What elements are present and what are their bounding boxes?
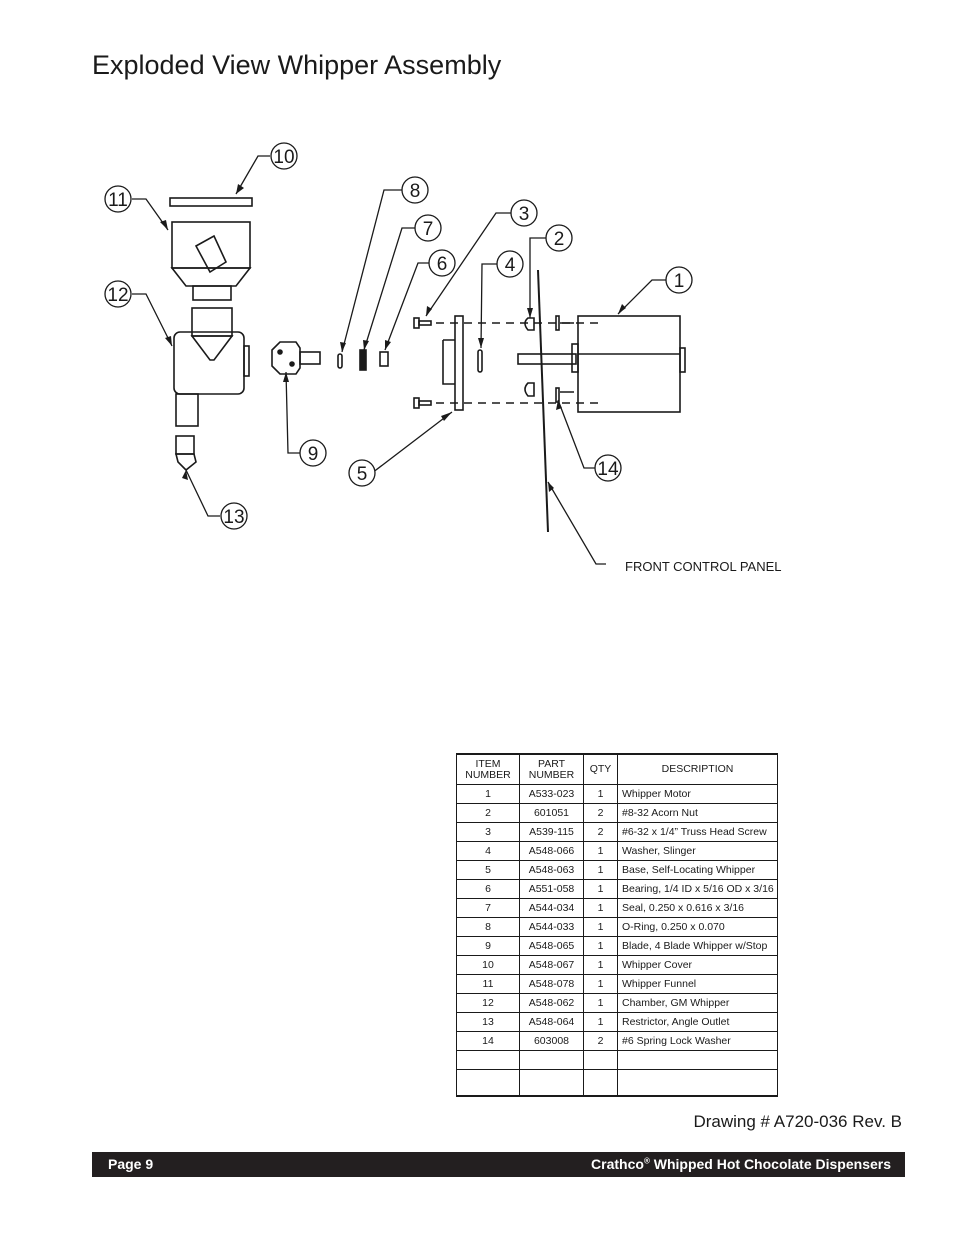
part-restrictor	[176, 436, 196, 470]
cell-part: A548-065	[520, 937, 584, 956]
callout-12: 12	[107, 285, 129, 306]
table-row	[457, 899, 778, 918]
cell-qty: 1	[584, 842, 618, 861]
table-row	[457, 861, 778, 880]
callout-13: 13	[223, 507, 245, 528]
cell-item: 10	[457, 956, 520, 975]
empty-cell	[520, 1070, 584, 1097]
cell-item: 1	[457, 785, 520, 804]
cell-description: Whipper Funnel	[618, 975, 778, 994]
table-row	[457, 975, 778, 994]
callout-4: 4	[504, 255, 516, 276]
empty-cell	[584, 1051, 618, 1070]
callout-10: 10	[273, 147, 295, 168]
table-header-row	[457, 754, 778, 785]
cell-part: A548-067	[520, 956, 584, 975]
cell-item: 3	[457, 823, 520, 842]
cell-item: 4	[457, 842, 520, 861]
cell-part: A551-058	[520, 880, 584, 899]
part-o-ring	[338, 354, 342, 368]
cell-description: Whipper Motor	[618, 785, 778, 804]
empty-cell	[520, 1051, 584, 1070]
cell-qty: 1	[584, 899, 618, 918]
callout-11: 11	[108, 190, 128, 211]
cell-description: Restrictor, Angle Outlet	[618, 1013, 778, 1032]
col-qty-header: QTY	[584, 754, 618, 785]
callout-6: 6	[436, 254, 448, 275]
footer-bar	[92, 1152, 905, 1177]
cell-item: 8	[457, 918, 520, 937]
cell-part: A548-066	[520, 842, 584, 861]
cell-part: A548-064	[520, 1013, 584, 1032]
callout-7: 7	[422, 219, 434, 240]
empty-cell	[584, 1070, 618, 1097]
cell-item: 2	[457, 804, 520, 823]
publication-title	[591, 1156, 891, 1172]
empty-cell	[618, 1051, 778, 1070]
cell-item: 14	[457, 1032, 520, 1051]
product-name: Whipped Hot Chocolate Dispensers	[649, 1156, 891, 1172]
callout-14: 14	[597, 459, 619, 480]
part-truss-screw-bottom	[414, 398, 431, 408]
col-description-header: DESCRIPTION	[618, 754, 778, 785]
table-row-empty	[457, 1070, 778, 1097]
registered-mark: ®	[643, 1156, 650, 1166]
callout-8: 8	[409, 181, 421, 202]
table-row	[457, 1013, 778, 1032]
table-row	[457, 823, 778, 842]
cell-qty: 1	[584, 937, 618, 956]
part-acorn-nut-bottom	[525, 383, 534, 396]
cell-part: A544-033	[520, 918, 584, 937]
cell-qty: 1	[584, 994, 618, 1013]
cell-item: 7	[457, 899, 520, 918]
cell-qty: 2	[584, 804, 618, 823]
cell-qty: 1	[584, 785, 618, 804]
cell-qty: 1	[584, 880, 618, 899]
table-row	[457, 880, 778, 899]
cell-part: A533-023	[520, 785, 584, 804]
table-row	[457, 785, 778, 804]
cell-description: #8-32 Acorn Nut	[618, 804, 778, 823]
cell-item: 6	[457, 880, 520, 899]
empty-cell	[457, 1051, 520, 1070]
part-whipper-funnel	[172, 222, 250, 300]
part-whipper-cover	[170, 198, 252, 206]
cell-qty: 1	[584, 975, 618, 994]
cell-description: Washer, Slinger	[618, 842, 778, 861]
front-control-panel	[538, 270, 548, 532]
cell-item: 11	[457, 975, 520, 994]
part-slinger	[478, 350, 482, 372]
motor-shaft	[518, 354, 576, 364]
callout-1: 1	[673, 271, 685, 292]
cell-part: 603008	[520, 1032, 584, 1051]
part-whipper-chamber	[174, 308, 249, 426]
cell-qty: 2	[584, 823, 618, 842]
part-seal	[360, 350, 366, 370]
callout-5: 5	[356, 464, 368, 485]
cell-description: Base, Self-Locating Whipper	[618, 861, 778, 880]
front-control-panel-label: FRONT CONTROL PANEL	[625, 559, 782, 574]
col-part-header: PART NUMBER	[520, 754, 584, 785]
callout-2: 2	[553, 229, 565, 250]
cell-description: Seal, 0.250 x 0.616 x 3/16	[618, 899, 778, 918]
cell-qty: 1	[584, 918, 618, 937]
cell-part: A548-078	[520, 975, 584, 994]
brand-name: Crathco	[591, 1156, 644, 1172]
cell-part: A544-034	[520, 899, 584, 918]
callout-3: 3	[518, 204, 530, 225]
table-row	[457, 956, 778, 975]
cell-description: Whipper Cover	[618, 956, 778, 975]
cell-description: O-Ring, 0.250 x 0.070	[618, 918, 778, 937]
cell-qty: 1	[584, 956, 618, 975]
table-row	[457, 994, 778, 1013]
col-item-header: ITEM NUMBER	[457, 754, 520, 785]
cell-part: A548-063	[520, 861, 584, 880]
exploded-view-diagram	[0, 130, 954, 590]
part-truss-screw-top	[414, 318, 431, 328]
table-row	[457, 804, 778, 823]
cell-description: Chamber, GM Whipper	[618, 994, 778, 1013]
empty-cell	[618, 1070, 778, 1097]
cell-item: 9	[457, 937, 520, 956]
cell-description: Bearing, 1/4 ID x 5/16 OD x 3/16	[618, 880, 778, 899]
cell-item: 13	[457, 1013, 520, 1032]
parts-table	[456, 753, 778, 1097]
drawing-number: Drawing # A720-036 Rev. B	[693, 1112, 902, 1131]
cell-part: 601051	[520, 804, 584, 823]
part-whipper-blade	[272, 342, 320, 374]
callout-9: 9	[307, 444, 319, 465]
page-title: Exploded View Whipper Assembly	[92, 50, 502, 80]
cell-description: #6 Spring Lock Washer	[618, 1032, 778, 1051]
cell-description: Blade, 4 Blade Whipper w/Stop	[618, 937, 778, 956]
cell-description: #6-32 x 1/4” Truss Head Screw	[618, 823, 778, 842]
table-row	[457, 937, 778, 956]
cell-item: 12	[457, 994, 520, 1013]
cell-qty: 2	[584, 1032, 618, 1051]
part-whipper-base	[443, 316, 463, 410]
page-number: Page 9	[108, 1156, 154, 1172]
empty-cell	[457, 1070, 520, 1097]
part-bearing	[380, 352, 388, 366]
table-row	[457, 918, 778, 937]
cell-qty: 1	[584, 1013, 618, 1032]
cell-qty: 1	[584, 861, 618, 880]
part-whipper-motor	[572, 316, 685, 412]
part-acorn-nut-top	[525, 318, 534, 330]
cell-part: A539-115	[520, 823, 584, 842]
cell-item: 5	[457, 861, 520, 880]
table-row	[457, 842, 778, 861]
cell-part: A548-062	[520, 994, 584, 1013]
table-row-empty	[457, 1051, 778, 1070]
table-row	[457, 1032, 778, 1051]
